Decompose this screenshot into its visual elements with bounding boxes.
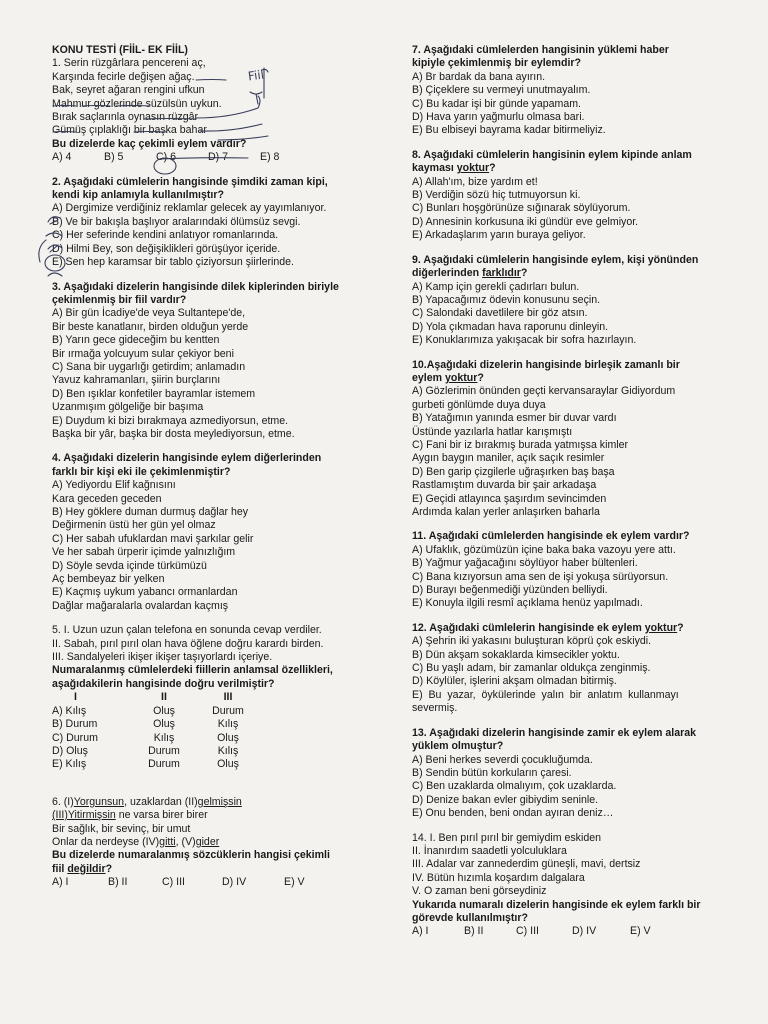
q10-option-d-cont: Rastlamıştım duvarda bir şair arkadaşa [412,479,597,492]
q6-stem-1: Bu dizelerde numaralanmış sözcüklerin hangisi çekimli [52,849,330,862]
q2-option-a[interactable]: A) Dergimize verdiğiniz reklamlar gelecek ay yayımlanıyor. [52,202,327,215]
q13-option-d[interactable]: D) Denize bakan evler gibiydim seninle. [412,793,599,806]
q1-option-a[interactable]: A) 4 [52,151,72,164]
q10-option-c[interactable]: C) Fani bir iz bırakmış burada yatmışsa kimler [412,438,629,451]
q3-option-c-cont: Yavuz kahramanları, şiirin burçlarını [52,374,221,387]
q9-stem-1: 9. Aşağıdaki cümlelerin hangisinde eylem, kişi yönünden [412,253,699,266]
q4-stem-2: farklı bir kişi eki ile çekimlenmiştir? [52,465,231,478]
left-column [52,44,377,901]
q1-option-d[interactable]: D) 7 [208,151,229,164]
q7-option-b[interactable]: B) Çiçeklere su vermeyi unutmayalım. [412,84,591,97]
q14-line-4: IV. Bütün hızımla koşardım dalgalara [412,871,585,884]
q6-option-a[interactable]: A) I [52,876,69,889]
question-9 [412,254,740,348]
q11-option-e[interactable]: E) Konuyla ilgili resmî açıklama henüz yapılmadı. [412,597,643,610]
q14-stem-2: görevde kullanılmıştır? [412,911,528,924]
q5-e-col-3: Oluş [217,758,239,771]
q5-d-col-1: D) Oluş [52,744,88,757]
q6-line-1 [52,796,377,809]
q5-option-b[interactable] [52,718,377,731]
q6-line-3: Bir sağlık, bir sevinç, bir umut [52,822,191,835]
q14-option-e[interactable]: E) V [630,925,651,938]
q5-option-e[interactable] [52,758,377,771]
q10-option-b[interactable]: B) Yatağımın yanında esmer bir duvar vardı [412,412,617,425]
q6-word-3: (III)Yitirmişsin [52,809,116,822]
q2-option-d[interactable]: D) Hilmi Bey, son değişiklikleri görüşüyor içeride. [52,242,281,255]
q2-option-c[interactable]: C) Her seferinde kendini anlatıyor romanlarında. [52,229,279,242]
q14-option-d[interactable]: D) IV [572,925,597,938]
q7-option-d[interactable]: D) Hava yarın yağmurlu olmasa bari. [412,111,585,124]
q6-option-d[interactable]: D) IV [222,876,247,889]
q8-stem-1: 8. Aşağıdaki cümlelerin hangisinin eylem kipinde anlam [412,148,692,161]
q9-stem-text: ? [520,267,528,280]
q3-stem-2: çekimlenmiş bir fiil vardır? [52,293,187,306]
q5-stem-1: Numaralanmış cümlelerdeki fiillerin anlamsal özellikleri, [52,664,333,677]
q6-stem-text: fiil [52,862,68,875]
q5-d-col-2: Durum [148,744,180,757]
q5-option-a[interactable] [52,705,377,718]
q8-stem-text: kayması [412,162,457,175]
q5-a-col-3: Durum [212,704,244,717]
q1-option-e[interactable]: E) 8 [260,151,280,164]
q9-stem-2 [412,267,740,280]
q6-options [52,876,377,889]
q5-e-col-2: Durum [148,758,180,771]
q5-e-col-1: E) Kılış [52,758,87,771]
q5-b-col-2: Oluş [153,718,175,731]
q5-b-col-1: B) Durum [52,718,98,731]
question-8 [412,149,740,243]
q6-text: ne varsa birer birer [115,809,208,822]
q7-option-a[interactable]: A) Br bardak da bana ayırın. [412,70,546,83]
q1-line-1: 1. Serin rüzgârlara pencereni aç, [52,57,206,70]
q12-stem [412,622,740,635]
q1-option-b[interactable]: B) 5 [104,151,124,164]
q3-option-b[interactable]: B) Yarın gece gideceğim bu kentten [52,334,220,347]
q5-table-header [52,691,377,704]
q4-option-b-cont: Değirmenin üstü her gün yel olmaz [52,519,216,532]
q5-a-col-1: A) Kılış [52,704,87,717]
q1-line-2: Karşında fecirle değişen ağaç. [52,70,195,83]
q10-option-c-cont: Aygın baygın maniler, açık saçık resimler [412,452,605,465]
q8-stem-negation: yoktur [456,162,490,175]
q5-sentence-2: II. Sabah, pırıl pırıl olan hava öğlene doğru karardı birden. [52,637,324,650]
q10-stem-1: 10.Aşağıdaki dizelerin hangisinde birleşik zamanlı bir [412,358,680,371]
q14-option-b[interactable]: B) II [464,925,484,938]
question-12 [412,622,740,716]
q3-option-a[interactable]: A) Bir gün İcadiye'de veya Sultantepe'de, [52,307,246,320]
q5-option-d[interactable] [52,745,377,758]
q14-stem-1: Yukarıda numaralı dizelerin hangisinde ek eylem farklı bir [412,898,701,911]
q6-stem-text: ? [105,862,113,875]
q13-option-e[interactable]: E) Onu benden, beni ondan ayıran deniz… [412,807,614,820]
q3-option-e[interactable]: E) Duydum ki bizi bırakmaya azmediyorsun, etme. [52,414,289,427]
q12-stem-text: 12. Aşağıdaki cümlelerin hangisinde ek eylem [412,621,645,634]
q6-line-4 [52,836,377,849]
q14-line-3: III. Adalar var zannederdim güneşli, mavi, dertsiz [412,858,641,871]
q1-line-4: Mahmur gözlerinde süzülsün uykun. [52,97,222,110]
q2-option-b[interactable]: B) Ve bir bakışla başlıyor aralarındaki ölümsüz sevgi. [52,215,301,228]
q11-option-b[interactable]: B) Yağmur yağacağını söylüyor haber bültenleri. [412,557,638,570]
q9-option-d[interactable]: D) Yola çıkmadan hava raporunu dinleyin. [412,320,609,333]
q13-option-c[interactable]: C) Ben uzaklarda olmalıyım, çok uzaklarda. [412,780,617,793]
q4-option-a-cont: Kara geceden geceden [52,492,162,505]
q5-b-col-3: Kılış [217,718,239,731]
question-1 [52,44,377,165]
q4-option-d[interactable]: D) Söyle sevda içinde türkümüzü [52,559,207,572]
q8-option-d[interactable]: D) Annesinin korkusuna iki gündür eve gelmiyor. [412,215,639,228]
q3-option-c[interactable]: C) Sana bir uygarlığı getirdim; anlamadın [52,360,246,373]
q6-stem-negation: değildir [67,862,106,875]
q10-option-b-cont: Üstünde yazılarla hatlar karışmıştı [412,425,573,438]
q12-option-e[interactable]: E) Bu yazar, öykülerinde yalın bir anlatım kullanmayı [412,688,679,701]
q6-line-2 [52,809,377,822]
q1-option-c[interactable]: C) 6 [156,151,177,164]
q1-options [52,151,377,164]
q10-option-e-cont: Ardımda kalan yerler anlaşırken baharla [412,506,600,518]
q12-option-c[interactable]: C) Bu yaşlı adam, bir zamanlar oldukça zenginmiş. [412,662,651,675]
question-2 [52,176,377,270]
q14-line-5: V. O zaman beni görseydiniz [412,885,547,898]
q14-line-2: II. İnanırdım saadetli yolculuklara [412,844,567,857]
q4-option-c[interactable]: C) Her sabah ufuklardan mavi şarkılar gelir [52,532,254,545]
q11-option-c[interactable]: C) Bana kızıyorsun ama sen de işi yokuşa sürüyorsun. [412,570,669,583]
q14-option-a[interactable]: A) I [412,925,429,938]
q2-stem-2: kendi kip anlamıyla kullanılmıştır? [52,189,224,202]
q2-stem-1: 2. Aşağıdaki cümlelerin hangisinde şimdiki zaman kipi, [52,175,328,188]
q13-option-b[interactable]: B) Sendin bütün korkuların çaresi. [412,766,572,779]
question-14 [412,832,740,939]
question-5 [52,624,377,771]
q7-stem-1: 7. Aşağıdaki cümlelerden hangisinin yüklemi haber [412,44,669,56]
q8-stem-text: ? [489,162,496,175]
q4-option-b[interactable]: B) Hey göklere duman durmuş dağlar hey [52,506,249,518]
q4-option-e-cont: Dağlar mağaralarla ovalardan kaçmış [52,599,229,612]
q3-stem-1: 3. Aşağıdaki dizelerin hangisinde dilek kiplerinden biriyle [52,280,339,293]
question-13 [412,727,740,821]
question-7 [412,44,740,138]
question-11 [412,530,740,610]
q7-option-e[interactable]: E) Bu elbiseyi bayrama kadar bitirmeliyiz. [412,124,606,137]
q12-stem-text: ? [677,621,684,634]
q5-c-col-1: C) Durum [52,731,98,744]
q6-text: , (V) [175,835,196,848]
q1-stem: Bu dizelerde kaç çekimli eylem vardır? [52,137,247,150]
q1-line-6: Gümüş çıplaklığı bir başka bahar [52,124,207,137]
q10-stem-negation: yoktur [444,371,478,384]
q8-option-e[interactable]: E) Arkadaşlarım yarın buraya geliyor. [412,229,586,242]
q14-option-c[interactable]: C) III [516,925,539,938]
q1-line-5: Bırak saçlarınla oynasın rüzgâr [52,111,199,124]
q5-c-col-3: Oluş [217,731,239,744]
q6-word-2: gelmişsin [197,795,242,808]
q7-stem-2: kipiyle çekimlenmiş bir eylemdir? [412,57,581,70]
q12-option-b[interactable]: B) Dün akşam sokaklarda kimsecikler yoktu. [412,648,620,661]
q10-stem-text: eylem [412,371,445,384]
q7-option-c[interactable]: C) Bu kadar işi bir günde yapamam. [412,97,581,110]
q6-option-b[interactable]: B) II [108,876,128,889]
question-3 [52,281,377,442]
q10-stem-2 [412,372,740,385]
q13-stem-1: 13. Aşağıdaki dizelerin hangisinde zamir ek eylem alarak [412,726,697,739]
right-column [412,44,740,950]
q13-option-a[interactable]: A) Beni herkes severdi çocukluğumda. [412,753,593,766]
q10-option-e[interactable]: E) Geçidi atlayınca şaşırdım sevincimden [412,492,607,505]
q4-option-d-cont: Aç bembeyaz bir yelken [52,573,165,586]
q6-word-5: gider [195,835,220,848]
q3-option-e-cont: Başka bir yâr, başka bir dosta meylediyorsun, etme. [52,427,295,440]
q4-option-a[interactable]: A) Yediyordu Elif kağnısını [52,479,176,492]
q9-option-b[interactable]: B) Yapacağımız ödevin konusunu seçin. [412,293,601,306]
q9-stem-emphasis: farklıdır [482,267,521,280]
q5-c-col-2: Kılış [153,731,175,744]
q11-option-d[interactable]: D) Burayı beğenmediği yüzünden belliydi. [412,584,608,597]
q5-option-c[interactable] [52,732,377,745]
q6-word-1: Yorgunsun [73,795,125,808]
question-10 [412,359,740,520]
q12-option-a[interactable]: A) Şehrin iki yakasını buluşturan köprü çok eskiydi. [412,635,652,648]
q3-option-b-cont: Bir ırmağa yolcuyum sular çekiyor beni [52,347,234,360]
q12-option-e-cont: severmiş. [412,702,458,715]
q5-sentence-1: 5. I. Uzun uzun çalan telefona en sonunda cevap verdiler. [52,624,322,637]
q6-text: Onlar da nerdeyse (IV) [52,835,160,848]
q2-option-e[interactable]: E) Sen hep karamsar bir tablo çiziyorsun şiirlerinde. [52,256,294,269]
q3-option-a-cont: Bir beste kanatlanır, birden oldu​ğun yerde [52,320,249,333]
q5-stem-2: aşağıdakilerin hangisinde doğru verilmiştir? [52,677,275,690]
q8-stem-2 [412,162,740,175]
q4-option-c-cont: Ve her sabah ürperir içimde yalnızlığım [52,546,236,559]
question-6 [52,796,377,890]
q8-option-c[interactable]: C) Bunları hoşgörünüze sığınarak söylüyorum. [412,202,631,215]
q12-stem-negation: yoktur [644,621,678,634]
q8-option-b[interactable]: B) Verdiğin sözü hiç tutmuyorsun ki. [412,189,581,202]
q14-line-1: 14. I. Ben pırıl pırıl bir gemiydim eskiden [412,831,602,844]
q9-option-a[interactable]: A) Kamp için gerekli çadırları bulun. [412,280,580,293]
q5-header-i: I [74,691,77,704]
q10-stem-text: ? [477,371,484,384]
q6-stem-2 [52,863,377,876]
q5-d-col-3: Kılış [217,744,239,757]
q10-option-a[interactable]: A) Gözlerimin önünden geçti kervansaraylar Gidiyordum [412,385,676,398]
q3-option-d[interactable]: D) Ben ışıklar konfetiler bayramlar istemem [52,387,256,400]
q10-option-d[interactable]: D) Ben garip çizgilerle uğraşırken baş başa [412,465,615,478]
q14-options [412,925,740,938]
question-4 [52,452,377,613]
q4-stem-1: 4. Aşağıdaki dizelerin hangisinde eylem diğerlerinden [52,452,322,465]
q4-option-e[interactable]: E) Kaçmış uykum yabancı ormanlardan [52,586,238,599]
q6-text: , uzaklardan (II) [124,795,198,808]
q13-stem-2: yüklem olmuştur? [412,740,504,753]
q10-option-a-cont: gurbeti gönlümde duya duya [412,398,546,411]
pen-margin-note: Fiil [247,67,265,84]
q5-header-ii: II [161,691,167,704]
q9-stem-text: diğerlerinden [412,267,483,280]
q1-line-3: Bak, seyret ağaran rengini ufkun [52,84,205,97]
pen-mark-q2-d-arc [39,240,46,262]
q11-option-a[interactable]: A) Ufaklık, gözümüzün içine baka baka vazoyu yere attı. [412,543,676,556]
q12-option-d[interactable]: D) Köylüler, işlerini akşam olmadan bitirmiş. [412,675,617,688]
q6-option-c[interactable]: C) III [162,876,185,889]
q5-sentence-3: III. Sandalyeleri ikişer ikişer taşıyorlardı içeriye. [52,651,273,664]
q9-option-c[interactable]: C) Salondaki davetlilere bir göz atsın. [412,307,588,320]
q11-stem: 11. Aşağıdaki cümlelerden hangisinde ek eylem vardır? [412,530,690,543]
q6-word-4: gitti [159,835,176,848]
q5-header-iii: III [223,691,233,704]
test-title: KONU TESTİ (FİİL- EK FİİL) [52,44,188,56]
q6-text: 6. (I) [52,795,74,808]
q9-option-e[interactable]: E) Konuklarımıza yakışacak bir sofra hazırlayın. [412,334,637,347]
q3-option-d-cont: Uzanmışım gölgeliğe bir başıma [52,401,204,414]
q6-option-e[interactable]: E) V [284,876,305,889]
q5-a-col-2: Oluş [153,704,175,717]
q8-option-a[interactable]: A) Allah'ım, bize yardım et! [412,175,538,188]
